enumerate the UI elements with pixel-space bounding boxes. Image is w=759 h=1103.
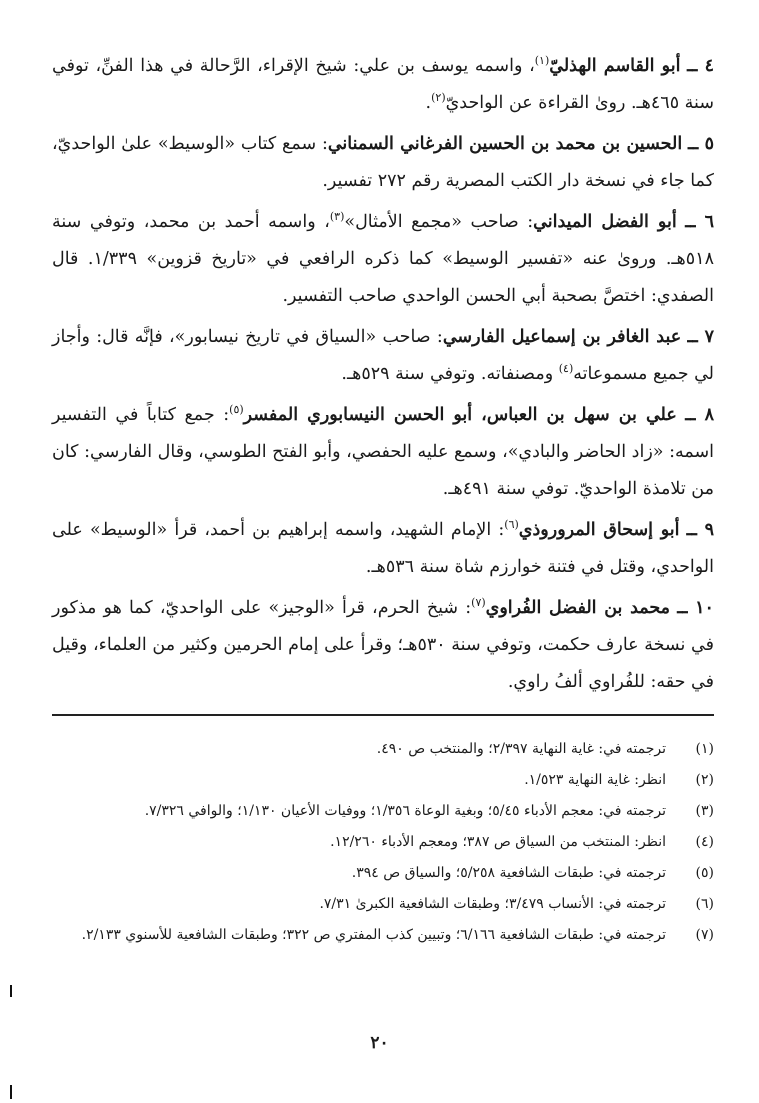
entry-name: أبو إسحاق المروروذي — [518, 520, 680, 540]
footnote-ref[interactable]: (١) — [534, 54, 550, 68]
entry-tail: . — [425, 93, 432, 113]
entry-tail: ومصنفاته. وتوفي سنة ٥٢٩هـ. — [341, 364, 559, 384]
entry-number: ٨ ــ — [685, 405, 714, 425]
footnotes — [52, 734, 714, 951]
footnote-item — [52, 827, 714, 858]
footnote-number: (٥) — [695, 865, 714, 881]
footnote-ref[interactable]: (٥) — [229, 403, 244, 417]
entry-tail: ، واسمه أحمد بن محمد، وتوفي سنة ٥١٨هـ. ورویٰ عنه «تفسير الوسيط» كما ذكره الرافعي في «تاريخ قزوين» ١/٣٣٩. قال الصفدي: اختصَّ بصحبة أبي الحسن الواحدي صاحب التفسير. — [52, 212, 714, 306]
footnote-text: ترجمته في: طبقات الشافعية ٦/١٦٦؛ وتبيين كذب المفتري ص ٣٢٢؛ وطبقات الشافعية للأسنوي ٢/١٣٣. — [81, 927, 666, 943]
footnote-ref[interactable]: (٣) — [329, 210, 345, 224]
entry-5 — [52, 126, 714, 200]
footnote-number: (٢) — [695, 772, 714, 788]
entry-number: ٥ ــ — [687, 134, 714, 154]
footnote-ref[interactable]: (٤) — [558, 362, 574, 376]
entry-name: محمد بن الفضل الفُراوي — [485, 598, 671, 618]
entry-number: ٤ ــ — [687, 56, 714, 76]
footnote-number: (١) — [695, 741, 714, 757]
footnote-text: ترجمته في: طبقات الشافعية ٥/٢٥٨؛ والسياق ص ٣٩٤. — [351, 865, 666, 881]
entry-text: ، واسمه يوسف بن علي: شيخ الإقراء، الرَّحالة في هذا الفنِّ، توفي سنة ٤٦٥هـ. رویٰ القراءة عن الواحديّ — [52, 56, 714, 113]
entry-10 — [52, 590, 714, 701]
entry-name: عبد الغافر بن إسماعيل الفارسي — [442, 327, 682, 347]
footnote-ref[interactable]: (٧) — [471, 596, 486, 610]
footnote-ref[interactable]: (٦) — [504, 518, 519, 532]
footnote-ref[interactable]: (٢) — [431, 91, 446, 105]
page-number: ٢٠ — [370, 1033, 389, 1053]
entry-name: الحسين بن محمد بن الحسين الفرغاني السمناني — [327, 134, 683, 154]
scan-edge-mark — [10, 1085, 12, 1099]
footnote-text: ترجمته في: غاية النهاية ٢/٣٩٧؛ والمنتخب ص ٤٩٠. — [376, 741, 666, 757]
footnote-item — [52, 765, 714, 796]
main-text — [52, 48, 714, 705]
footnote-item — [52, 889, 714, 920]
entry-9 — [52, 512, 714, 586]
footnote-number: (٣) — [695, 803, 714, 819]
footnote-number: (٧) — [695, 927, 714, 943]
entry-6 — [52, 204, 714, 315]
entry-4 — [52, 48, 714, 122]
footnote-number: (٤) — [695, 834, 714, 850]
entry-text: : الإمام الشهيد، واسمه إبراهيم بن أحمد، قرأ «الوسيط» على الواحدي، وقتل في فتنة خوارزم شاة سنة ٥٣٦هـ. — [52, 520, 714, 577]
entry-number: ٦ ــ — [685, 212, 714, 232]
footnote-item — [52, 734, 714, 765]
entry-number: ١٠ ــ — [677, 598, 714, 618]
footnote-text: انظر: غاية النهاية ١/٥٢٣. — [524, 772, 666, 788]
entry-text: : صاحب «السياق في تاريخ نيسابور»، فإنَّه قال: وأجاز لي جميع مسموعاته — [52, 327, 714, 384]
entry-8 — [52, 397, 714, 508]
footnote-divider — [52, 714, 714, 716]
entry-text: : صاحب «مجمع الأمثال» — [344, 212, 534, 232]
footnote-item — [52, 920, 714, 951]
footnote-text: ترجمته في: الأنساب ٣/٤٧٩؛ وطبقات الشافعية الكبرىٰ ٧/٣١. — [319, 896, 666, 912]
entry-text: : سمع كتاب «الوسيط» علىٰ الواحديّ، كما جاء في نسخة دار الكتب المصرية رقم ٢٧٢ تفسير. — [52, 134, 714, 191]
footnote-item — [52, 858, 714, 889]
entry-number: ٩ ــ — [686, 520, 714, 540]
entry-name: أبو القاسم الهذليّ — [549, 56, 681, 76]
entry-name: علي بن سهل بن العباس، أبو الحسن النيسابوري المفسر — [243, 405, 677, 425]
entry-text: : شيخ الحرم، قرأ «الوجيز» على الواحديّ، كما هو مذكور في نسخة عارف حكمت، وتوفي سنة ٥٣٠هـ؛ وقرأ على إمام الحرمين وكثير من العلماء، وقيل في حقه: للفُراوي ألفُ راوي. — [52, 598, 714, 692]
footnote-text: ترجمته في: معجم الأدباء ٥/٤٥؛ وبغية الوعاة ١/٣٥٦؛ ووفيات الأعيان ١/١٣٠؛ والوافي ٧/٣٢٦. — [144, 803, 666, 819]
footnote-text: انظر: المنتخب من السياق ص ٣٨٧؛ ومعجم الأدباء ١٢/٢٦٠. — [330, 834, 666, 850]
entry-7 — [52, 319, 714, 393]
footnote-item — [52, 796, 714, 827]
entry-text: : جمع كتاباً في التفسير اسمه: «زاد الحاضر والبادي»، وسمع عليه الحفصي، وأبو الفتح الطوسي، وقال الفارسي: كان من تلامذة الواحديّ. توفي سنة ٤٩١هـ. — [52, 405, 714, 499]
footnote-number: (٦) — [695, 896, 714, 912]
scan-edge-mark — [10, 985, 12, 997]
entry-number: ٧ ــ — [687, 327, 714, 347]
entry-name: أبو الفضل الميداني — [533, 212, 677, 232]
